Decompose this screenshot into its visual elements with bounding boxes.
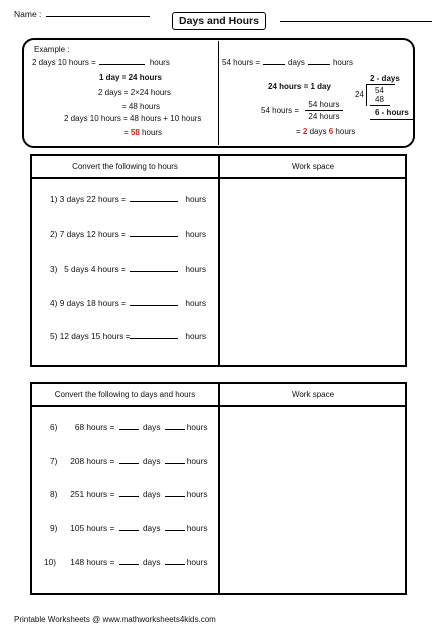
- division-subtract: 48: [375, 95, 384, 104]
- answer-blank[interactable]: [130, 304, 178, 306]
- fraction-denominator: 24 hours: [308, 112, 340, 121]
- hours-blank[interactable]: [165, 462, 185, 464]
- section1-workspace[interactable]: [221, 180, 404, 364]
- section2-problem-9: 9) 105 hours = days hours: [50, 523, 208, 533]
- section2-workspace[interactable]: [221, 408, 404, 592]
- example-label: Example :: [34, 45, 70, 54]
- section2-heading: Convert the following to days and hours: [54, 390, 196, 399]
- days-blank[interactable]: [119, 495, 139, 497]
- fraction-numerator: 54 hours: [308, 100, 340, 109]
- hours-blank[interactable]: [165, 529, 185, 531]
- division-dividend: 54: [375, 86, 384, 95]
- example-left-answer: = 58 hours: [124, 128, 163, 137]
- page-title: Days and Hours: [172, 12, 266, 30]
- section2-problem-10: 10) 148 hours = days hours: [44, 557, 208, 567]
- section1-workspace-heading: Work space: [291, 162, 335, 171]
- section1-problem-3: 3) 5 days 4 hours = hours: [50, 264, 207, 274]
- section2-problem-7: 7) 208 hours = days hours: [50, 456, 208, 466]
- answer-blank[interactable]: [130, 235, 178, 237]
- example-left-step1: 2 days = 2×24 hours: [98, 88, 171, 97]
- example-right-answer: = 2 days 6 hours: [296, 127, 356, 136]
- header-rule: [280, 21, 432, 22]
- division-remainder: 6 - hours: [375, 108, 409, 117]
- hours-blank[interactable]: [165, 495, 185, 497]
- example-right-fraction-prefix: 54 hours =: [261, 106, 300, 115]
- footer-site-link[interactable]: www.mathworksheets4kids.com: [102, 615, 216, 624]
- days-blank[interactable]: [119, 529, 139, 531]
- days-blank[interactable]: [119, 428, 139, 430]
- name-label: Name :: [14, 9, 150, 19]
- section1-problem-1: 1) 3 days 22 hours = hours: [50, 194, 207, 204]
- answer-blank[interactable]: [130, 270, 178, 272]
- section2-column-divider: [218, 382, 220, 595]
- days-blank[interactable]: [119, 563, 139, 565]
- division-bracket: [366, 84, 367, 106]
- hours-blank[interactable]: [165, 563, 185, 565]
- section2-problem-6: 6) 68 hours = days hours: [50, 422, 208, 432]
- section1-heading: Convert the following to hours: [72, 162, 178, 171]
- example-left-step3: 2 days 10 hours = 48 hours + 10 hours: [64, 114, 202, 123]
- section1-problem-5: 5) 12 days 15 hours = hours: [50, 331, 207, 341]
- fraction-bar: [305, 110, 343, 111]
- example-left-fact: 1 day = 24 hours: [99, 73, 162, 82]
- name-blank[interactable]: [46, 16, 150, 17]
- example-left-step2: = 48 hours: [122, 102, 161, 111]
- division-remainder-bar: [370, 119, 413, 120]
- answer-blank[interactable]: [130, 337, 178, 339]
- example-left-question: 2 days 10 hours = hours: [32, 58, 170, 67]
- example-right-question: 54 hours = days hours: [222, 58, 353, 67]
- division-quotient-bar: [367, 84, 395, 85]
- section2-problem-8: 8) 251 hours = days hours: [50, 489, 208, 499]
- footer: Printable Worksheets @ www.mathworksheets4kids.com: [14, 615, 216, 624]
- days-blank[interactable]: [119, 462, 139, 464]
- division-quotient: 2 - days: [370, 74, 400, 83]
- section2-workspace-heading: Work space: [291, 390, 335, 399]
- hours-blank[interactable]: [165, 428, 185, 430]
- section1-problem-2: 2) 7 days 12 hours = hours: [50, 229, 207, 239]
- answer-blank[interactable]: [130, 200, 178, 202]
- division-sub-bar: [370, 105, 390, 106]
- division-divisor: 24: [355, 90, 364, 99]
- example-divider: [218, 41, 219, 145]
- section1-column-divider: [218, 154, 220, 367]
- example-right-fact: 24 hours = 1 day: [268, 82, 331, 91]
- section1-problem-4: 4) 9 days 18 hours = hours: [50, 298, 207, 308]
